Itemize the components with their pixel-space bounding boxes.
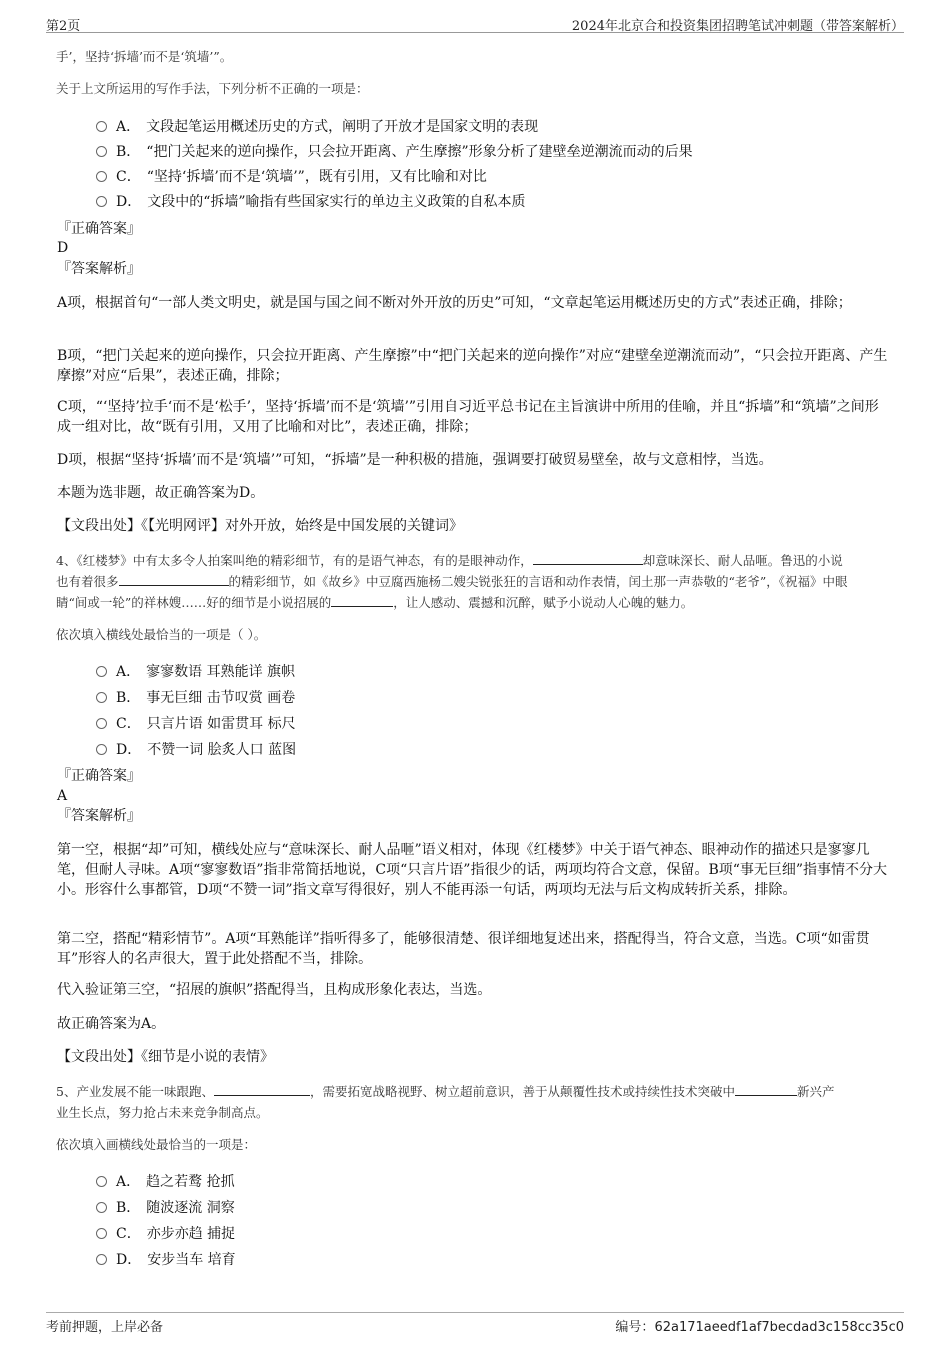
q3-analysis-a: A项，根据首句“一部人类文明史，就是国与国之间不断对外开放的历史”可知，“文章起笔运用概述历史的方式”表述正确，排除； (57, 295, 852, 311)
q3-answer-heading: 『正确答案』 (57, 221, 141, 237)
document-code: 编号：62a171aeedf1af7becdad3c158cc35c0 (615, 1320, 904, 1335)
q4-analysis-blank2: 第二空，搭配“精彩情节”。A项“耳熟能详”指听得多了，能够很清楚、很详细地复述出来，搭配得当，符合文意，当选。C项“如雷贯耳”形容人的名声很大，置于此处搭配不当，排除。 (57, 931, 870, 967)
radio-icon[interactable] (96, 692, 107, 703)
page-footer (46, 1312, 904, 1335)
q3-analysis-heading: 『答案解析』 (57, 261, 141, 277)
radio-icon[interactable] (96, 666, 107, 677)
radio-icon[interactable] (96, 171, 107, 182)
q3-prompt: 关于上文所运用的写作手法，下列分析不正确的一项是： (56, 81, 369, 96)
radio-icon[interactable] (96, 744, 107, 755)
radio-icon[interactable] (96, 1202, 107, 1213)
q3-analysis-d: D项，根据“坚持‘拆墙’而不是‘筑墙’”可知，“拆墙”是一种积极的措施，强调要打破贸易壁垒，故与文意相悖，当选。 (57, 452, 773, 468)
q3-analysis-b: B项，“把门关起来的逆向操作，只会拉开距离、产生摩擦”中“把门关起来的逆向操作”对应“建壁垒逆潮流而动”，“只会拉开距离、产生摩擦”对应“后果”，表述正确，排除； (57, 348, 888, 384)
footer-slogan: 考前押题，上岸必备 (46, 1320, 164, 1335)
q4-analysis-blank1: 第一空，根据“却”可知，横线处应与“意味深长、耐人品咂”语义相对，体现《红楼梦》中关于语气神态、眼神动作的描述只是寥寥几笔，但耐人寻味。A项“寥寥数语”指非常简括地说，C项“只言片语”指很少的话，两项均符合文意，保留。B项“事无巨细”指事情不分大小。形容什么事都管，D项“不赞一词”指文章写得很好，别人不能再添一句话，两项均无法与后文构成转折关系，排除。 (57, 842, 888, 898)
q4-option-d[interactable]: D． 不赞一词 脍炙人口 蓝图 (96, 739, 296, 759)
q4-answer-heading: 『正确答案』 (57, 768, 141, 784)
radio-icon[interactable] (96, 146, 107, 157)
q4-prompt: 依次填入横线处最恰当的一项是（ ）。 (56, 627, 267, 642)
radio-icon[interactable] (96, 1228, 107, 1239)
q3-answer: D (57, 240, 69, 256)
q4-stem: 4、《红楼梦》中有太多令人拍案叫绝的精彩细节，有的是语气神态，有的是眼神动作， 却意味深长、耐人品咂。鲁迅的小说 也有着很多 的精彩细节，如《故乡》中豆腐西施杨二嫂尖锐张狂的言语和动作表情，闰土那一声恭敬的“老爷”，《祝福》中眼 睛“间或一轮”的祥林嫂……好的细节是小说招展的 ，让人感动、震撼和沉醉，赋予小说动人心魄的魅力。 (56, 553, 848, 610)
radio-icon[interactable] (96, 1254, 107, 1265)
page-header (46, 12, 904, 33)
q4-option-a[interactable]: A． 寥寥数语 耳熟能详 旗帜 (96, 661, 295, 681)
q5-option-c[interactable]: C． 亦步亦趋 捕捉 (96, 1223, 235, 1243)
q3-option-a[interactable]: A． 文段起笔运用概述历史的方式，阐明了开放才是国家文明的表现 (96, 116, 538, 136)
fill-blank (533, 553, 643, 565)
q3-source: 【文段出处】《【光明网评】对外开放，始终是中国发展的关键词》 (57, 518, 463, 534)
q5-option-d[interactable]: D． 安步当车 培育 (96, 1249, 236, 1269)
q3-option-d[interactable]: D． 文段中的“拆墙”喻指有些国家实行的单边主义政策的自私本质 (96, 191, 526, 211)
q5-prompt: 依次填入画横线处最恰当的一项是： (56, 1137, 257, 1152)
fill-blank (331, 595, 393, 607)
q3-conclusion: 本题为选非题，故正确答案为D。 (57, 485, 265, 501)
q3-option-b[interactable]: B． “把门关起来的逆向操作，只会拉开距离、产生摩擦”形象分析了建壁垒逆潮流而动的后果 (96, 141, 693, 161)
q4-option-b[interactable]: B． 事无巨细 击节叹赏 画卷 (96, 687, 295, 707)
q4-analysis-blank3: 代入验证第三空，“招展的旗帜”搭配得当，且构成形象化表达，当选。 (57, 982, 492, 998)
document-title: 2024年北京合和投资集团招聘笔试冲刺题（带答案解析） (571, 19, 904, 34)
q5-option-b[interactable]: B． 随波逐流 洞察 (96, 1197, 235, 1217)
q3-continuation: 手’，坚持‘拆墙’而不是‘筑墙’”。 (56, 49, 233, 64)
q3-analysis-c: C项，“‘坚持’拉手‘而不是‘松手’，坚持‘拆墙’而不是‘筑墙’”引用自习近平总书记在主旨演讲中所用的佳喻，并且“拆墙”和“筑墙”之间形成一组对比，故“既有引用，又用了比喻和对比”，表述正确，排除； (57, 399, 879, 435)
fill-blank (214, 1084, 310, 1096)
q4-source: 【文段出处】《细节是小说的表情》 (57, 1049, 274, 1065)
radio-icon[interactable] (96, 718, 107, 729)
q3-option-c[interactable]: C． “坚持‘拆墙’而不是‘筑墙’”，既有引用，又有比喻和对比 (96, 166, 487, 186)
q5-stem: 5、产业发展不能一味跟跑、 ，需要拓宽战略视野、树立超前意识，善于从颠覆性技术或持续性技术突破中 新兴产 业生长点，努力抢占未来竞争制高点。 (56, 1084, 835, 1120)
q4-option-c[interactable]: C． 只言片语 如雷贯耳 标尺 (96, 713, 296, 733)
q4-conclusion: 故正确答案为A。 (57, 1016, 166, 1032)
page-number: 第2页 (46, 19, 81, 34)
radio-icon[interactable] (96, 196, 107, 207)
fill-blank (735, 1084, 797, 1096)
fill-blank (119, 574, 229, 586)
radio-icon[interactable] (96, 1176, 107, 1187)
q5-option-a[interactable]: A． 趋之若鹜 抢抓 (96, 1171, 235, 1191)
radio-icon[interactable] (96, 121, 107, 132)
q4-analysis-heading: 『答案解析』 (57, 808, 141, 824)
q4-answer: A (57, 788, 68, 804)
